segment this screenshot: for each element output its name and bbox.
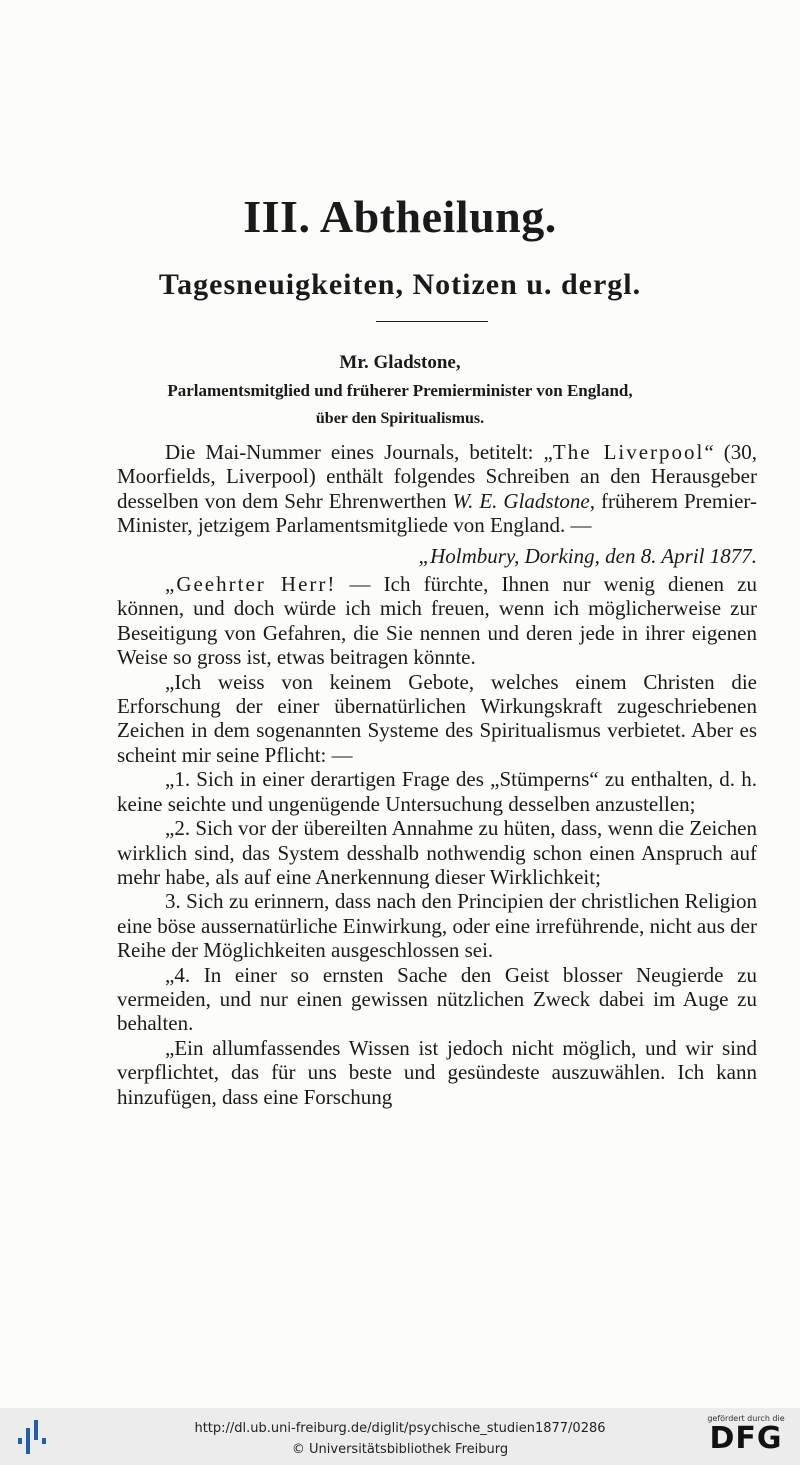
dfg-logo	[702, 1414, 790, 1455]
dfg-wordmark: DFG	[709, 1421, 783, 1456]
letter-paragraph-5: 3. Sich zu erinnern, dass nach den Principien der christlichen Religion eine böse aussernatürliche Einwirkung, oder eine irreführende, nicht aus der Reihe der Möglichkeiten ausgeschlossen sei.	[117, 889, 757, 963]
journal-name: The Liverpool	[552, 440, 705, 464]
letter-paragraph-6: „4. In einer so ernsten Sache den Geist blosser Neugierde zu vermeiden, und nur einen gewissen nützlichen Zweck dabei im Auge zu behalten.	[117, 962, 757, 1036]
letter-salutation: „Geehrter Herr!	[165, 572, 337, 597]
title-divider	[376, 321, 488, 322]
permalink-url[interactable]: http://dl.ub.uni-freiburg.de/diglit/psychische_studien1877/0286	[194, 1421, 606, 1436]
intro-paragraph: Die Mai-Nummer eines Journals, betitelt: „The Liverpool“ (30, Moorfields, Liverpool) enthält folgendes Schreiben an den Herausgeber desselben von dem Sehr Ehrenwerthen W. E. Gladstone, früherem Premier-Minister, jetzigem Parlamentsmitgliede von England. —	[117, 440, 757, 538]
letter-paragraph-7: „Ein allumfassendes Wissen ist jedoch nicht möglich, und wir sind verpflichtet, das für uns beste und gesündeste auszuwählen. Ich kann hinzufügen, dass eine Forschung	[117, 1035, 757, 1109]
letter-dateline: „Holmbury, Dorking, den 8. April 1877.	[418, 543, 757, 568]
letter-paragraph-3: „1. Sich in einer derartigen Frage des „Stümperns“ zu enthalten, d. h. keine seichte und ungenügende Untersuchung desselben anzustellen;	[117, 767, 757, 816]
article-body	[117, 440, 757, 1109]
viewer-footer	[0, 1408, 800, 1465]
letter-paragraph-2: „Ich weiss von keinem Gebote, welches einem Christen die Erforschung der einer übernatürlichen Wirkungskraft zugeschriebenen Zeichen in dem sogenannten Systeme des Spiritualismus verbietet. Aber es scheint mir seine Pflicht: —	[117, 669, 757, 767]
letter-paragraph-4: „2. Sich vor der übereilten Annahme zu hüten, dass, wenn die Zeichen wirklich sind, das System desshalb nothwendig schon einen Anspruch auf mehr habe, als auf eine Anerkennung dieser Wirklichkeit;	[117, 816, 757, 889]
article-heading-name: Mr. Gladstone,	[339, 352, 461, 373]
section-subtitle: Tagesneuigkeiten, Notizen u. dergl.	[158, 268, 642, 301]
author-name: W. E. Gladstone	[452, 488, 590, 513]
dfg-caption: gefördert durch die	[707, 1414, 785, 1423]
section-title: III. Abtheilung.	[243, 191, 557, 242]
article-heading-role: Parlamentsmitglied und früherer Premierminister von England,	[167, 381, 633, 400]
copyright-notice: © Universitätsbibliothek Freiburg	[291, 1442, 509, 1457]
letter-paragraph-1: „Geehrter Herr! — Ich fürchte, Ihnen nur wenig dienen zu können, und doch würde ich mich freuen, wenn ich möglicherweise zur Beseitigung von Gefahren, die Sie nennen und deren jede in ihrer eigenen Weise so gross ist, etwas beitragen könnte.	[117, 572, 757, 670]
article-heading-topic: über den Spiritualismus.	[315, 410, 485, 427]
